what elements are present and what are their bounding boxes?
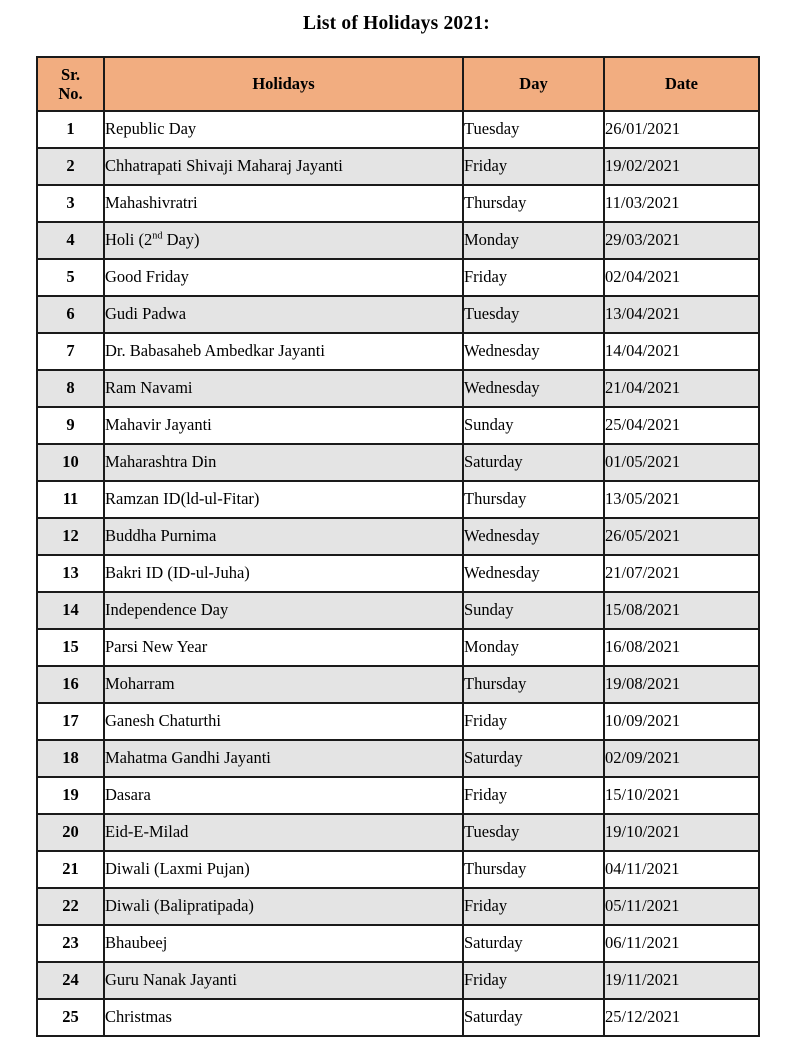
cell-day: Tuesday [463,111,604,148]
table-body [37,111,759,1036]
cell-date: 11/03/2021 [604,185,759,222]
table-row [37,703,759,740]
cell-holiday-name: Ramzan ID(ld-ul-Fitar) [104,481,463,518]
cell-sr-no: 22 [37,888,104,925]
table-row [37,222,759,259]
cell-sr-no: 6 [37,296,104,333]
cell-sr-no: 14 [37,592,104,629]
table-row [37,518,759,555]
cell-day: Thursday [463,666,604,703]
cell-holiday-name: Republic Day [104,111,463,148]
cell-holiday-name: Parsi New Year [104,629,463,666]
cell-sr-no: 17 [37,703,104,740]
cell-holiday-name: Dasara [104,777,463,814]
cell-date: 19/02/2021 [604,148,759,185]
cell-day: Monday [463,222,604,259]
cell-sr-no: 9 [37,407,104,444]
cell-holiday-name: Diwali (Balipratipada) [104,888,463,925]
cell-day: Tuesday [463,296,604,333]
cell-sr-no: 15 [37,629,104,666]
cell-sr-no: 10 [37,444,104,481]
table-row [37,481,759,518]
table-row [37,592,759,629]
column-header-sr-no-line1: Sr. [60,64,81,84]
holidays-table [36,56,760,1037]
table-row [37,111,759,148]
table-row [37,962,759,999]
cell-date: 26/05/2021 [604,518,759,555]
cell-sr-no: 8 [37,370,104,407]
cell-sr-no: 4 [37,222,104,259]
table-row [37,296,759,333]
cell-sr-no: 18 [37,740,104,777]
cell-holiday-name: Bhaubeej [104,925,463,962]
table-row [37,888,759,925]
cell-day: Friday [463,703,604,740]
cell-holiday-name: Buddha Purnima [104,518,463,555]
cell-day: Friday [463,259,604,296]
page-title: List of Holidays 2021: [303,13,490,34]
table-row [37,925,759,962]
cell-date: 21/07/2021 [604,555,759,592]
cell-sr-no: 25 [37,999,104,1036]
holidays-table-container [36,56,758,1037]
column-header-sr-no [37,57,104,111]
table-row [37,777,759,814]
cell-day: Friday [463,962,604,999]
cell-holiday-name: Diwali (Laxmi Pujan) [104,851,463,888]
cell-holiday-name: Bakri ID (ID-ul-Juha) [104,555,463,592]
cell-holiday-name: Christmas [104,999,463,1036]
cell-day: Saturday [463,999,604,1036]
cell-day: Thursday [463,851,604,888]
cell-holiday-name: Ram Navami [104,370,463,407]
table-header [37,57,759,111]
table-row [37,666,759,703]
table-row [37,370,759,407]
cell-holiday-name: Maharashtra Din [104,444,463,481]
table-header-row [37,57,759,111]
cell-date: 16/08/2021 [604,629,759,666]
cell-date: 29/03/2021 [604,222,759,259]
cell-holiday-name: Mahavir Jayanti [104,407,463,444]
cell-date: 15/10/2021 [604,777,759,814]
cell-date: 14/04/2021 [604,333,759,370]
cell-holiday-name: Eid-E-Milad [104,814,463,851]
cell-day: Sunday [463,592,604,629]
cell-sr-no: 11 [37,481,104,518]
cell-date: 25/12/2021 [604,999,759,1036]
table-row [37,740,759,777]
cell-sr-no: 13 [37,555,104,592]
cell-sr-no: 1 [37,111,104,148]
cell-day: Saturday [463,925,604,962]
cell-sr-no: 21 [37,851,104,888]
cell-sr-no: 19 [37,777,104,814]
cell-sr-no: 16 [37,666,104,703]
cell-day: Friday [463,777,604,814]
cell-day: Wednesday [463,518,604,555]
cell-sr-no: 7 [37,333,104,370]
cell-date: 19/08/2021 [604,666,759,703]
table-row [37,851,759,888]
cell-holiday-name: Chhatrapati Shivaji Maharaj Jayanti [104,148,463,185]
cell-holiday-name: Holi (2nd Day) [104,222,463,259]
column-header-day: Day [463,57,604,111]
cell-day: Thursday [463,185,604,222]
cell-date: 05/11/2021 [604,888,759,925]
table-row [37,333,759,370]
cell-holiday-name: Moharram [104,666,463,703]
cell-holiday-name: Guru Nanak Jayanti [104,962,463,999]
cell-sr-no: 24 [37,962,104,999]
cell-date: 10/09/2021 [604,703,759,740]
cell-holiday-name: Mahashivratri [104,185,463,222]
cell-date: 04/11/2021 [604,851,759,888]
table-row [37,185,759,222]
cell-day: Wednesday [463,370,604,407]
cell-sr-no: 2 [37,148,104,185]
table-row [37,148,759,185]
column-header-holidays: Holidays [104,57,463,111]
table-row [37,999,759,1036]
table-row [37,555,759,592]
cell-sr-no: 12 [37,518,104,555]
column-header-sr-no-line2: No. [58,84,83,103]
cell-date: 26/01/2021 [604,111,759,148]
cell-holiday-name: Dr. Babasaheb Ambedkar Jayanti [104,333,463,370]
cell-day: Friday [463,888,604,925]
cell-date: 13/04/2021 [604,296,759,333]
table-row [37,629,759,666]
cell-date: 01/05/2021 [604,444,759,481]
cell-holiday-name: Independence Day [104,592,463,629]
cell-day: Saturday [463,444,604,481]
cell-day: Tuesday [463,814,604,851]
cell-day: Saturday [463,740,604,777]
cell-date: 02/09/2021 [604,740,759,777]
column-header-date: Date [604,57,759,111]
cell-day: Wednesday [463,555,604,592]
cell-date: 13/05/2021 [604,481,759,518]
cell-sr-no: 5 [37,259,104,296]
cell-sr-no: 23 [37,925,104,962]
cell-holiday-name: Gudi Padwa [104,296,463,333]
table-row [37,814,759,851]
cell-day: Friday [463,148,604,185]
cell-sr-no: 20 [37,814,104,851]
table-row [37,407,759,444]
table-row [37,259,759,296]
cell-date: 25/04/2021 [604,407,759,444]
cell-day: Thursday [463,481,604,518]
cell-date: 02/04/2021 [604,259,759,296]
table-row [37,444,759,481]
cell-date: 06/11/2021 [604,925,759,962]
cell-date: 21/04/2021 [604,370,759,407]
cell-date: 19/11/2021 [604,962,759,999]
cell-day: Wednesday [463,333,604,370]
cell-day: Sunday [463,407,604,444]
cell-holiday-name: Good Friday [104,259,463,296]
cell-holiday-name: Mahatma Gandhi Jayanti [104,740,463,777]
cell-date: 19/10/2021 [604,814,759,851]
cell-day: Monday [463,629,604,666]
cell-sr-no: 3 [37,185,104,222]
cell-holiday-name: Ganesh Chaturthi [104,703,463,740]
cell-date: 15/08/2021 [604,592,759,629]
